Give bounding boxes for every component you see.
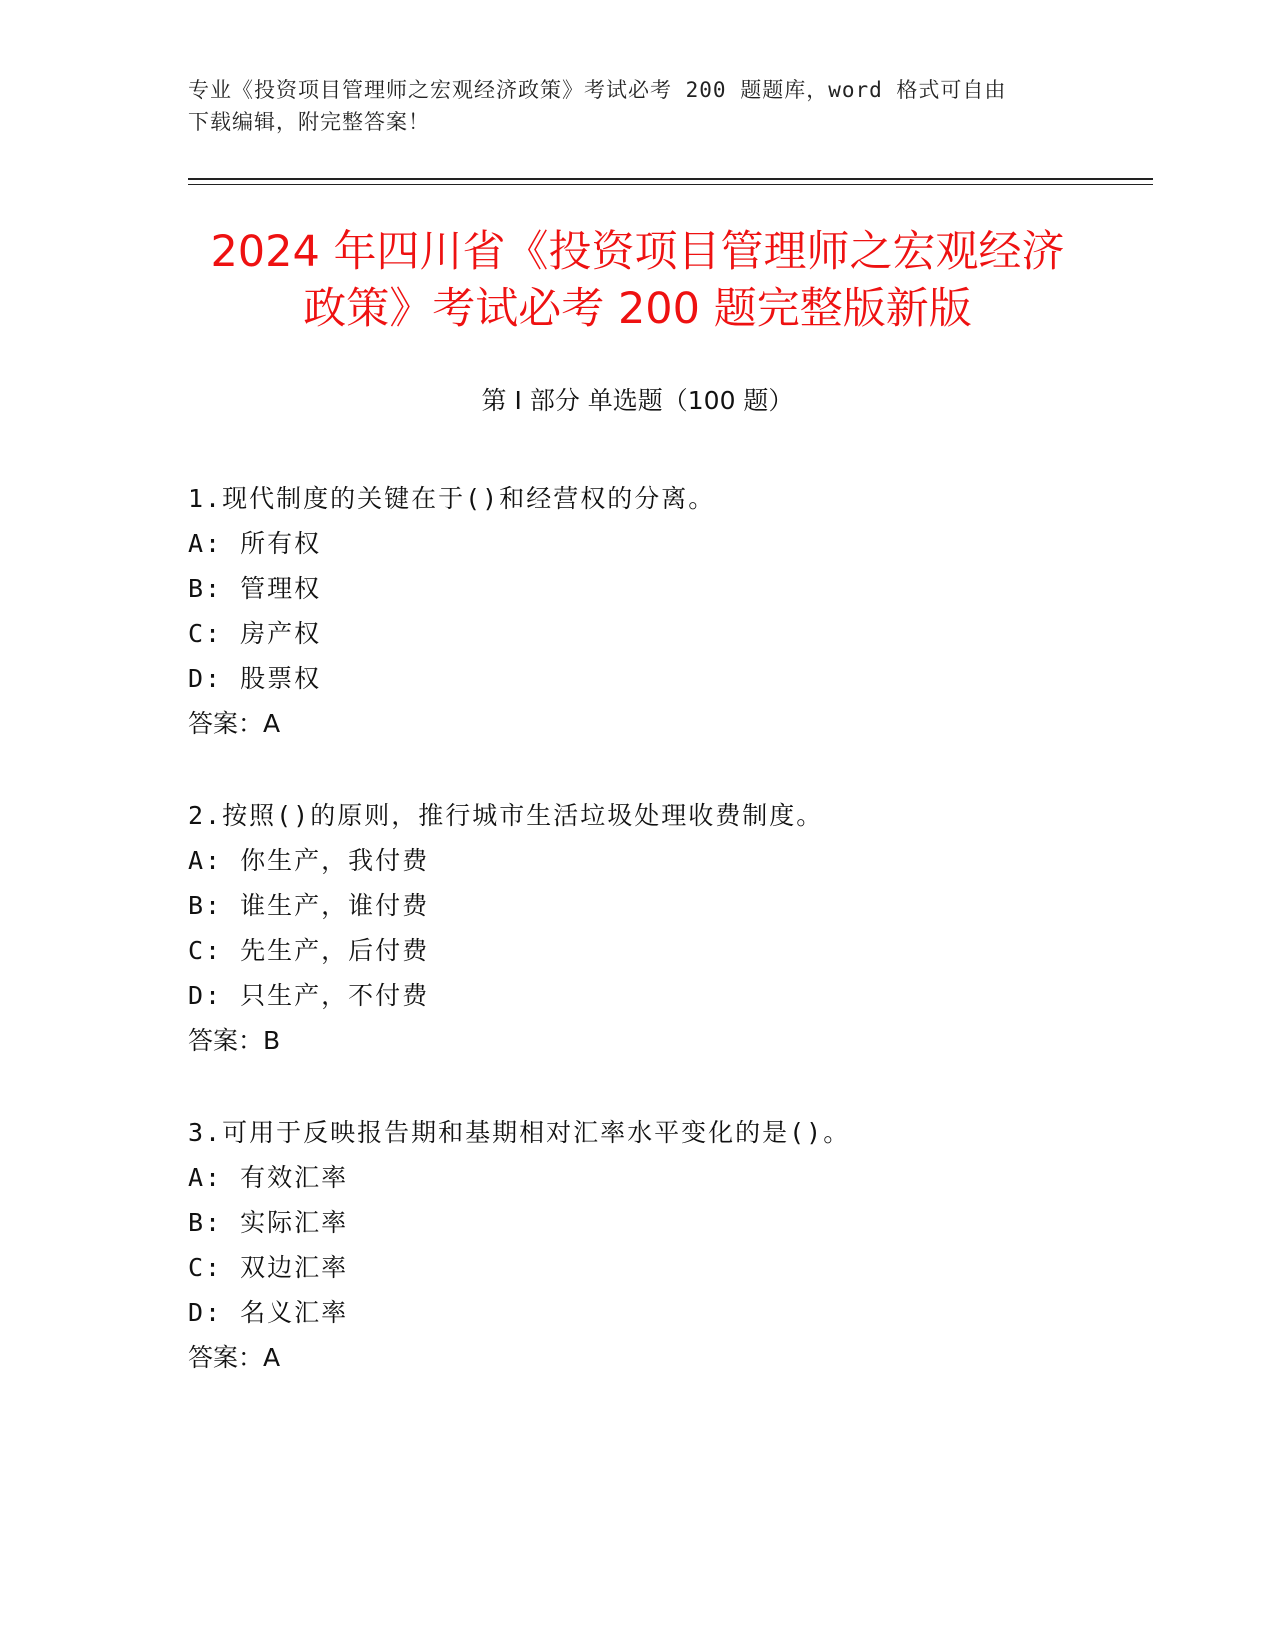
option-d bbox=[188, 1290, 1148, 1335]
question-stem: 1.现代制度的关键在于()和经营权的分离。 bbox=[188, 484, 716, 513]
option-c bbox=[188, 928, 1148, 973]
header-note bbox=[188, 74, 1088, 138]
option-b bbox=[188, 1200, 1148, 1245]
header-note-line-2: 下载编辑，附完整答案！ bbox=[188, 110, 430, 134]
question-stem: 3.可用于反映报告期和基期相对汇率水平变化的是()。 bbox=[188, 1118, 851, 1147]
section-heading: 第 I 部分 单选题（100 题） bbox=[481, 386, 794, 415]
option-text: 房产权 bbox=[240, 619, 322, 648]
option-b bbox=[188, 883, 1148, 928]
option-text: 管理权 bbox=[240, 574, 322, 603]
option-d bbox=[188, 656, 1148, 701]
option-letter: A: bbox=[188, 1163, 223, 1192]
option-text: 先生产，后付费 bbox=[240, 936, 430, 965]
option-letter: D: bbox=[188, 981, 223, 1010]
header-divider-thick bbox=[188, 178, 1153, 180]
question-2 bbox=[188, 793, 1148, 1063]
option-letter: A: bbox=[188, 529, 223, 558]
question-stem: 2.按照()的原则，推行城市生活垃圾处理收费制度。 bbox=[188, 801, 824, 830]
header-divider-thin bbox=[188, 184, 1153, 185]
option-text: 实际汇率 bbox=[240, 1208, 349, 1237]
option-a bbox=[188, 1155, 1148, 1200]
document-title-line-2: 政策》考试必考 200 题完整版新版 bbox=[303, 284, 972, 334]
option-c bbox=[188, 1245, 1148, 1290]
option-b bbox=[188, 566, 1148, 611]
question-3 bbox=[188, 1110, 1148, 1380]
answer-line: 答案：B bbox=[188, 1026, 281, 1055]
header-note-line-1: 专业《投资项目管理师之宏观经济政策》考试必考 200 题题库，word 格式可自由 bbox=[188, 78, 1007, 102]
option-letter: D: bbox=[188, 1298, 223, 1327]
option-text: 你生产，我付费 bbox=[240, 846, 430, 875]
option-text: 所有权 bbox=[240, 529, 322, 558]
option-letter: C: bbox=[188, 1253, 223, 1282]
option-text: 股票权 bbox=[240, 664, 322, 693]
option-letter: A: bbox=[188, 846, 223, 875]
answer-line: 答案：A bbox=[188, 709, 281, 738]
answer-line: 答案：A bbox=[188, 1343, 281, 1372]
option-c bbox=[188, 611, 1148, 656]
option-letter: B: bbox=[188, 891, 223, 920]
option-text: 名义汇率 bbox=[240, 1298, 349, 1327]
option-a bbox=[188, 838, 1148, 883]
option-letter: C: bbox=[188, 619, 223, 648]
document-title-line-1: 2024 年四川省《投资项目管理师之宏观经济 bbox=[210, 227, 1065, 277]
option-letter: C: bbox=[188, 936, 223, 965]
option-text: 谁生产，谁付费 bbox=[240, 891, 430, 920]
option-text: 只生产，不付费 bbox=[240, 981, 430, 1010]
option-letter: B: bbox=[188, 574, 223, 603]
question-1 bbox=[188, 476, 1148, 746]
question-list bbox=[188, 476, 1148, 1427]
document-title bbox=[150, 224, 1125, 338]
option-a bbox=[188, 521, 1148, 566]
option-text: 有效汇率 bbox=[240, 1163, 349, 1192]
option-letter: B: bbox=[188, 1208, 223, 1237]
option-d bbox=[188, 973, 1148, 1018]
option-text: 双边汇率 bbox=[240, 1253, 349, 1282]
option-letter: D: bbox=[188, 664, 223, 693]
